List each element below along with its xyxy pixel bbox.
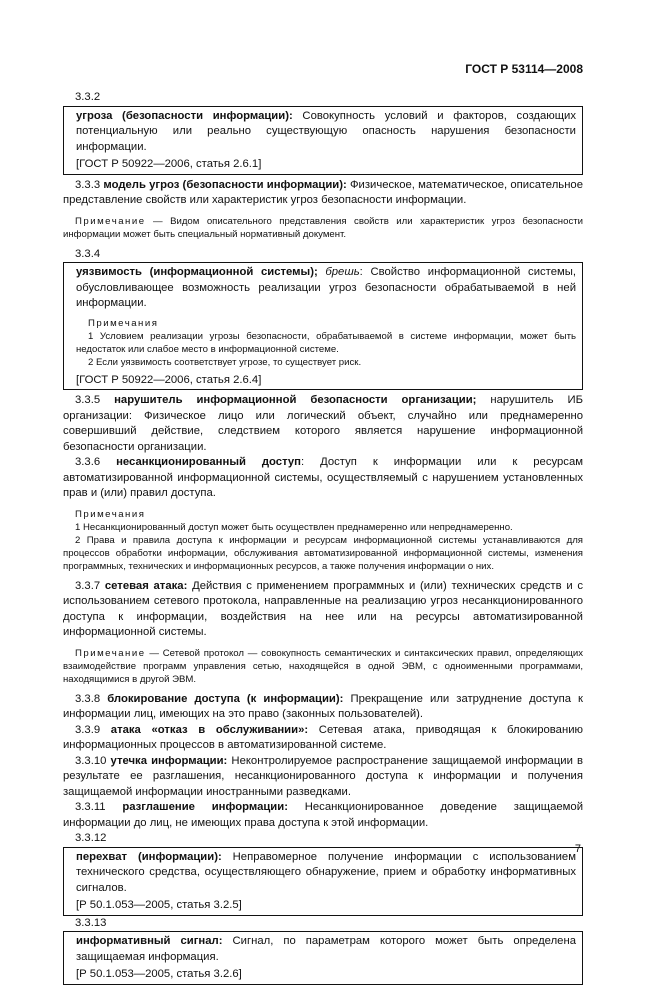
note-item: 2 Если уязвимость соответствует угрозе, то существует риск. [88, 356, 362, 368]
notes [76, 317, 576, 369]
term-name: сетевая атака: [104, 579, 188, 592]
term-name: перехват (информации): [76, 850, 222, 863]
term-paragraph: 3.3.7 сетевая атака: Действия с применением программных и (или) технических средств и с использованием сетевого протокола, направленные на реализацию угроз несанкционированного доступа к информации, воздействия на нее или на ресурсы автоматизированной информационной системы. [63, 579, 584, 638]
term-name: уязвимость (информационной системы); [76, 266, 318, 278]
term-number: 3.3.4 [75, 247, 101, 260]
term-name: атака «отказ в обслуживании»: [110, 723, 309, 736]
term-definition: уязвимость (информационной системы); брешь: Свойство информационной системы, обусловливающее возможность реализации угроз безопасности обрабатываемой в ней информации. [76, 266, 577, 309]
document-body [63, 90, 583, 985]
term-number: 3.3.2 [75, 91, 101, 103]
notes [63, 508, 583, 573]
term-name: утечка информации: [110, 754, 228, 767]
note-item: 2 Права и правила доступа к информации и ресурсам информационной системы устанавливаются для процессов обработки информации, обслуживания автоматизированной информационной системы, изменения программных, технических и информационных ресурсов, а также получения информации о них. [63, 534, 583, 572]
term-box-vulnerability [63, 262, 583, 390]
term-number: 3.3.13 [75, 916, 107, 929]
term-paragraph: 3.3.5 нарушитель информационной безопасности организации; нарушитель ИБ организации: Физическое лицо или логический объект, случайно или преднамеренно совершивший действие, следствием которого является нарушение информационной безопасности организации. [63, 394, 583, 453]
notes-title: Примечания [75, 508, 146, 520]
term-name: нарушитель информационной безопасности организации; [114, 394, 477, 406]
term-paragraph: 3.3.11 разглашение информации: Несанкционированное доведение защищаемой информации до лиц, не имеющих права доступа к этой информации. [63, 801, 583, 829]
note: Примечание — Видом описательного представления свойств или характеристик угроз безопасности информации может быть специальный нормативный документ. [63, 215, 583, 240]
term-number: 3.3.12 [75, 832, 107, 844]
term-source: [Р 50.1.053—2005, статья 3.2.5] [76, 899, 242, 911]
term-name: угроза (безопасности информации): [76, 109, 293, 122]
term-source: [ГОСТ Р 50922—2006, статья 2.6.1] [76, 158, 262, 170]
note: Примечание — Сетевой протокол — совокупность семантических и синтаксических правил, определяющих взаимодействие программ управления сетью, находящейся в одной ЭВМ, с одноименными программами, находящимися в другой ЭВМ. [63, 647, 583, 685]
term-source: [Р 50.1.053—2005, статья 3.2.6] [76, 968, 242, 980]
document-header: ГОСТ Р 53114—2008 [465, 62, 583, 76]
term-definition: угроза (безопасности информации): Совокупность условий и факторов, создающих потенциальную или реально существующую опасность нарушения безопасности информации. [76, 109, 577, 153]
term-definition: перехват (информации): Неправомерное получение информации с использованием технического средства, осуществляющего обнаружение, прием и обработку информативных сигналов. [76, 850, 576, 894]
notes-title: Примечания [88, 317, 159, 329]
term-paragraph: 3.3.6 несанкционированный доступ: Доступ к информации или к ресурсам автоматизированной информационной системы, осуществляемый с нарушением установленных прав и (или) правил доступа. [63, 456, 583, 499]
note-item: 1 Несанкционированный доступ может быть осуществлен преднамеренно или непреднамеренно. [75, 521, 513, 533]
term-name: модель угроз (безопасности информации): [103, 178, 347, 191]
page-number: 7 [574, 843, 581, 855]
term-box-threat [63, 106, 583, 175]
term-name: разглашение информации: [122, 801, 288, 813]
term-name: несанкционированный доступ [116, 456, 301, 468]
note-label: Примечание [75, 647, 146, 659]
term-paragraph: 3.3.9 атака «отказ в обслуживании»: Сетевая атака, приводящая к блокированию информационных процессов в автоматизированной системе. [63, 723, 583, 751]
term-paragraph: 3.3.10 утечка информации: Неконтролируемое распространение защищаемой информации в результате ее разглашения, несанкционированного доступа к информации и получения защищаемой информации иностранными разведками. [63, 754, 584, 798]
term-name: блокирование доступа (к информации): [107, 692, 344, 705]
term-paragraph: 3.3.8 блокирование доступа (к информации): Прекращение или затруднение доступа к информации лиц, имеющих на это право (законных пользователей). [63, 692, 583, 720]
term-box-informative-signal [63, 931, 583, 985]
term-box-interception [63, 847, 583, 916]
term-alt-name: брешь [325, 266, 360, 278]
term-paragraph: 3.3.3 модель угроз (безопасности информации): Физическое, математическое, описательное представление свойств или характеристик угроз безопасности информации. [63, 178, 583, 206]
term-definition: информативный сигнал: Сигнал, по параметрам которого может быть определена защищаемая информация. [76, 935, 576, 963]
note-item: 1 Условием реализации угрозы безопасности, обрабатываемой в системе информации, может быть недостаток или слабое место в информационной системе. [76, 330, 576, 355]
term-name: информативный сигнал: [76, 935, 223, 947]
term-source: [ГОСТ Р 50922—2006, статья 2.6.4] [76, 373, 262, 386]
note-label: Примечание [75, 215, 146, 227]
